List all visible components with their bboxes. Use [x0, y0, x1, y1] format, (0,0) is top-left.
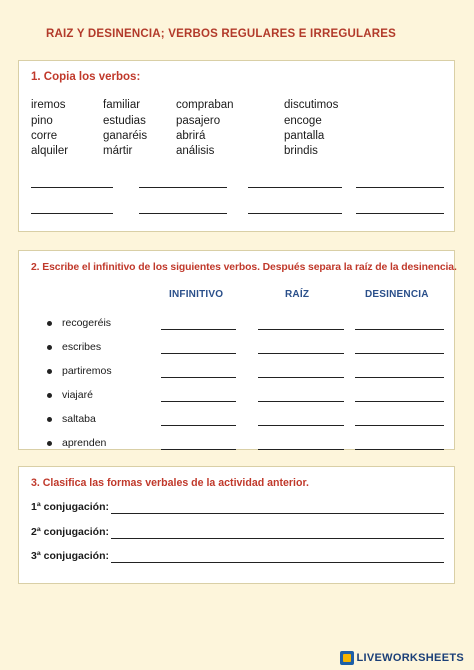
copy-line[interactable] — [139, 213, 227, 214]
copy-line[interactable] — [356, 187, 444, 188]
word-item: iremos — [31, 99, 66, 111]
word-item: discutimos — [284, 99, 339, 111]
root-line[interactable] — [258, 449, 344, 450]
root-line[interactable] — [258, 329, 344, 330]
ending-line[interactable] — [355, 449, 444, 450]
infinitive-line[interactable] — [161, 449, 236, 450]
conjugation-3-label: 3ª conjugación: — [31, 550, 109, 562]
word-item: corre — [31, 130, 58, 142]
word-item: encoge — [284, 115, 322, 127]
word-item: mártir — [103, 145, 133, 157]
infinitive-line[interactable] — [161, 425, 236, 426]
ending-line[interactable] — [355, 425, 444, 426]
liveworksheets-logo-icon — [340, 651, 354, 665]
infinitive-line[interactable] — [161, 329, 236, 330]
verb-label: viajaré — [62, 389, 93, 401]
word-item: abrirá — [176, 130, 206, 142]
liveworksheets-logo — [340, 650, 465, 666]
verb-label: aprenden — [62, 437, 107, 449]
infinitive-line[interactable] — [161, 353, 236, 354]
logo-text: LIVEWORKSHEETS — [356, 652, 464, 664]
conjugation-3-line[interactable] — [111, 562, 444, 563]
column-header-raiz: RAÍZ — [285, 289, 310, 300]
word-item: pantalla — [284, 130, 325, 142]
verb-label: partiremos — [62, 365, 112, 377]
column-header-infinitivo: INFINITIVO — [169, 289, 224, 300]
root-line[interactable] — [258, 377, 344, 378]
word-item: compraban — [176, 99, 234, 111]
bullet-icon — [47, 321, 52, 326]
bullet-icon — [47, 417, 52, 422]
verb-label: escribes — [62, 341, 102, 353]
copy-line[interactable] — [248, 187, 342, 188]
section-2-heading: 2. Escribe el infinitivo de los siguientes verbos. Después separa la raíz de la desinencia. — [31, 262, 457, 273]
word-item: ganaréis — [103, 130, 148, 142]
conjugation-1-label: 1ª conjugación: — [31, 501, 109, 513]
bullet-icon — [47, 345, 52, 350]
ending-line[interactable] — [355, 401, 444, 402]
column-header-desinencia: DESINENCIA — [365, 289, 429, 300]
conjugation-2-label: 2ª conjugación: — [31, 526, 109, 538]
copy-line[interactable] — [31, 187, 113, 188]
bullet-icon — [47, 441, 52, 446]
section-3-heading: 3. Clasifica las formas verbales de la actividad anterior. — [31, 477, 309, 489]
verb-label: saltaba — [62, 413, 96, 425]
section-infinitive-root — [18, 250, 455, 450]
copy-line[interactable] — [356, 213, 444, 214]
word-item: pino — [31, 115, 53, 127]
bullet-icon — [47, 393, 52, 398]
word-item: alquiler — [31, 145, 69, 157]
word-item: análisis — [176, 145, 215, 157]
copy-line[interactable] — [139, 187, 227, 188]
copy-line[interactable] — [248, 213, 342, 214]
ending-line[interactable] — [355, 377, 444, 378]
word-item: brindis — [284, 145, 318, 157]
root-line[interactable] — [258, 425, 344, 426]
word-item: estudias — [103, 115, 146, 127]
infinitive-line[interactable] — [161, 377, 236, 378]
ending-line[interactable] — [355, 329, 444, 330]
infinitive-line[interactable] — [161, 401, 236, 402]
bullet-icon — [47, 369, 52, 374]
verb-label: recogeréis — [62, 317, 112, 329]
ending-line[interactable] — [355, 353, 444, 354]
section-classify — [18, 466, 455, 584]
copy-line[interactable] — [31, 213, 113, 214]
word-item: familiar — [103, 99, 141, 111]
word-item: pasajero — [176, 115, 221, 127]
root-line[interactable] — [258, 353, 344, 354]
page-title: RAIZ Y DESINENCIA; VERBOS REGULARES E IRREGULARES — [46, 28, 396, 40]
conjugation-2-line[interactable] — [111, 538, 444, 539]
root-line[interactable] — [258, 401, 344, 402]
section-copy-verbs — [18, 60, 455, 232]
conjugation-1-line[interactable] — [111, 513, 444, 514]
section-1-heading: 1. Copia los verbos: — [31, 71, 141, 83]
